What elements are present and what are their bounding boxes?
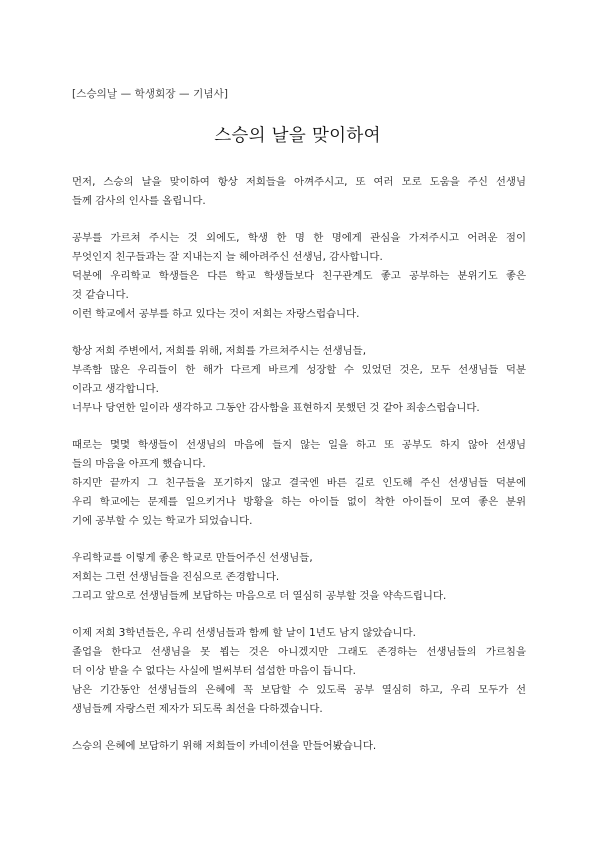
paragraph-line: 그리고 앞으로 선생님들께 보답하는 마음으로 더 열심히 공부할 것을 약속드립니다. [72,590,447,602]
paragraph-line: 것 같습니다. [72,289,129,301]
paragraph [72,436,526,531]
paragraph-spacer [72,418,526,436]
paragraph-line: 때로는 몇몇 학생들이 선생님의 마음에 들지 않는 일을 하고 또 공부도 하지 않아 선생님 [72,439,526,451]
paragraph-spacer [72,531,526,549]
document-header: [스승의날 — 학생회장 — 기념사] [72,88,229,100]
paragraph-line: 우리 학교에는 문제를 일으키거나 방황을 하는 아이들 없이 착한 아이들이 모여 좋은 분위 [72,496,526,508]
paragraph-spacer [72,719,526,737]
paragraph-line: 덕분에 우리학교 학생들은 다른 학교 학생들보다 친구관계도 좋고 공부하는 분위기도 좋은 [72,270,526,282]
paragraph-line: 무엇인지 친구들과는 잘 지내는지 늘 헤아려주신 선생님, 감사합니다. [72,251,383,263]
paragraph [72,549,526,606]
paragraph-line: 저희는 그런 선생님들을 진심으로 존경합니다. [72,571,280,583]
paragraph-line: 너무나 당연한 일이라 생각하고 그동안 감사함을 표현하지 못했던 것 같아 죄송스럽습니다. [72,402,480,414]
paragraph [72,737,526,756]
document-title: 스승의 날을 맞이하여 [214,126,381,146]
paragraph [72,342,526,418]
paragraph-line: 남은 기간동안 선생님들의 은혜에 꼭 보답할 수 있도록 공부 열심히 하고, 우리 모두가 선 [72,684,526,696]
paragraph [72,173,526,211]
paragraph-line: 더 이상 받을 수 없다는 사실에 벌써부터 섭섭한 마음이 듭니다. [72,665,356,677]
paragraph-line: 이런 학교에서 공부를 하고 있다는 것이 저희는 자랑스럽습니다. [72,308,360,320]
paragraph-line: 이라고 생각합니다. [72,383,159,395]
paragraph-spacer [72,606,526,624]
paragraph-line: 졸업을 한다고 선생님을 못 뵙는 것은 아니겠지만 그래도 존경하는 선생님들의 가르침을 [72,646,526,658]
paragraph-line: 들께 감사의 인사를 올립니다. [72,195,206,207]
paragraph-line: 항상 저희 주변에서, 저희를 위해, 저희를 가르쳐주시는 선생님들, [72,345,366,357]
paragraph-spacer [72,211,526,229]
paragraph-line: 공부를 가르쳐 주시는 것 외에도, 학생 한 명 한 명에게 관심을 가져주시고 어려운 점이 [72,232,526,244]
paragraph-line: 생님들께 자랑스런 제자가 되도록 최선을 다하겠습니다. [72,703,323,715]
paragraph-line: 하지만 끝까지 그 친구들을 포기하지 않고 결국엔 바른 길로 인도해 주신 선생님들 덕분에 [72,477,526,489]
paragraph-line: 들의 마음을 아프게 했습니다. [72,458,206,470]
paragraph-line: 기에 공부할 수 있는 학교가 되었습니다. [72,515,253,527]
paragraph [72,229,526,324]
paragraph-spacer [72,324,526,342]
paragraph [72,624,526,719]
paragraph-line: 부족함 많은 우리들이 한 해가 다르게 바르게 성장할 수 있었던 것은, 모두 선생님들 덕분 [72,364,526,376]
paragraph-line: 우리학교를 이렇게 좋은 학교로 만들어주신 선생님들, [72,552,313,564]
document-body [72,173,526,756]
paragraph-line: 스승의 은혜에 보답하기 위해 저희들이 카네이션을 만들어봤습니다. [72,740,377,752]
paragraph-line: 이제 저희 3학년들은, 우리 선생님들과 함께 할 날이 1년도 남지 않았습니다. [72,627,416,639]
paragraph-line: 먼저, 스승의 날을 맞이하여 항상 저희들을 아껴주시고, 또 여러 모로 도움을 주신 선생님 [72,176,526,188]
